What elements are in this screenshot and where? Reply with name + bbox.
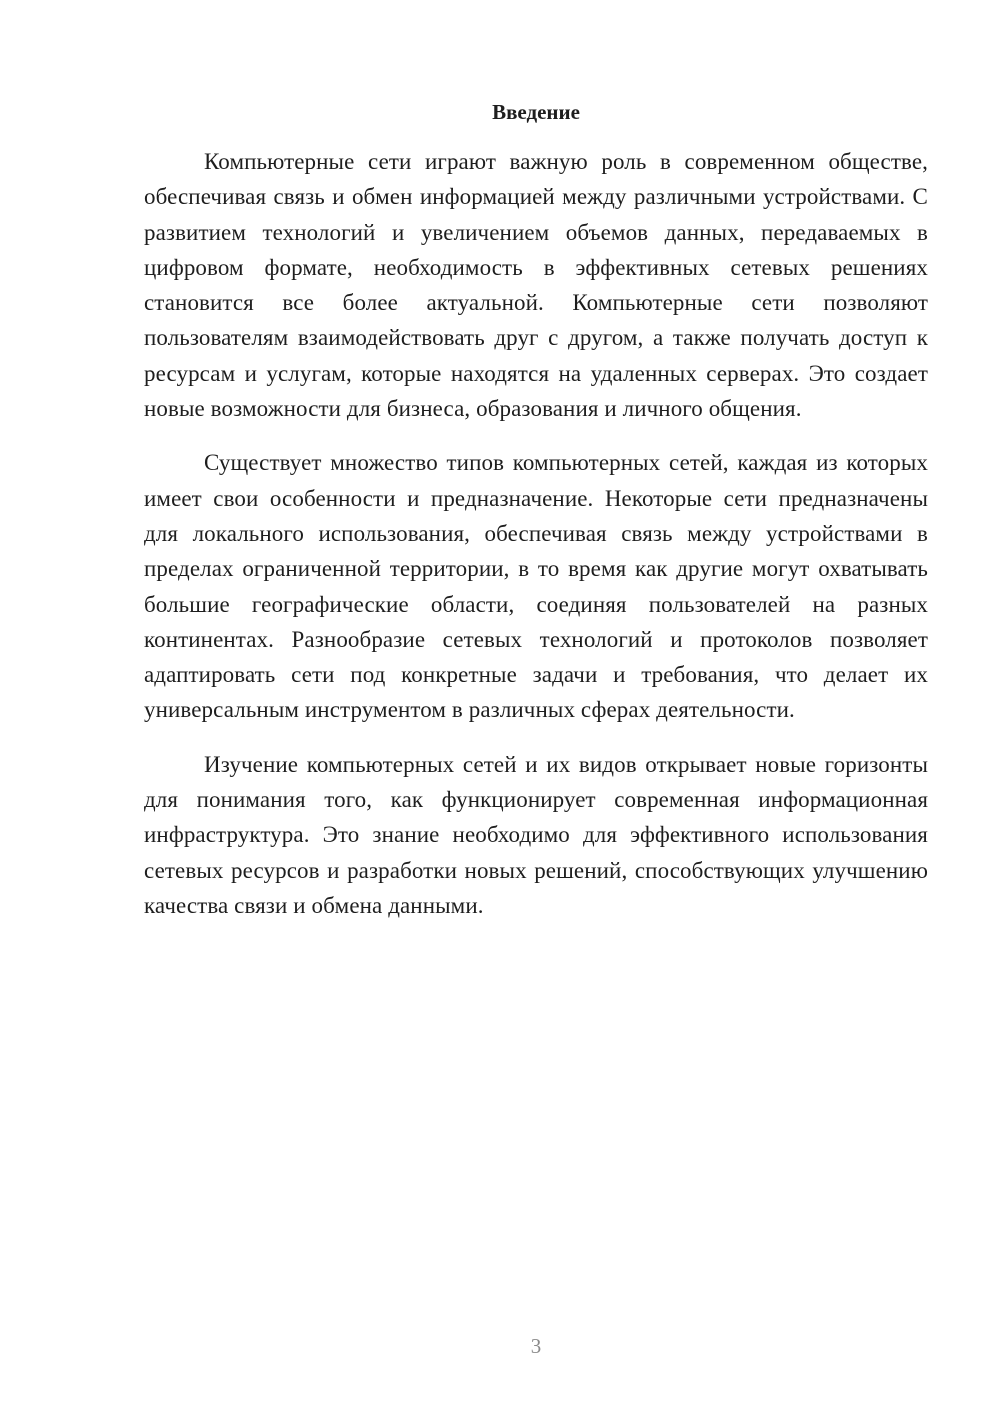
body-text xyxy=(144,144,928,923)
paragraph-2: Существует множество типов компьютерных сетей, каждая из которых имеет свои особенности и предназначение. Некоторые сети предназначены для локального использования, обеспечивая связь между устройствами в пределах ограниченной территории, в то время как другие могут охватывать большие географические области, соединяя пользователей на разных континентах. Разнообразие сетевых технологий и протоколов позволяет адаптировать сети под конкретные задачи и требования, что делает их универсальным инструментом в различных сферах деятельности. xyxy=(144,450,928,723)
paragraph-1: Компьютерные сети играют важную роль в современном обществе, обеспечивая связь и обмен информацией между различными устройствами. С развитием технологий и увеличением объемов данных, передаваемых в цифровом формате, необходимость в эффективных сетевых решениях становится все более актуальной. Компьютерные сети позволяют пользователям взаимодействовать друг с другом, а также получать доступ к ресурсам и услугам, которые находятся на удаленных серверах. Это создает новые возможности для бизнеса, образования и личного общения. xyxy=(144,149,928,422)
paragraph-3: Изучение компьютерных сетей и их видов открывает новые горизонты для понимания того, как функционирует современная информационная инфраструктура. Это знание необходимо для эффективного использования сетевых ресурсов и разработки новых решений, способствующих улучшению качества связи и обмена данными. xyxy=(144,751,928,918)
section-title: Введение xyxy=(492,100,580,124)
page-number: 3 xyxy=(530,1334,542,1358)
